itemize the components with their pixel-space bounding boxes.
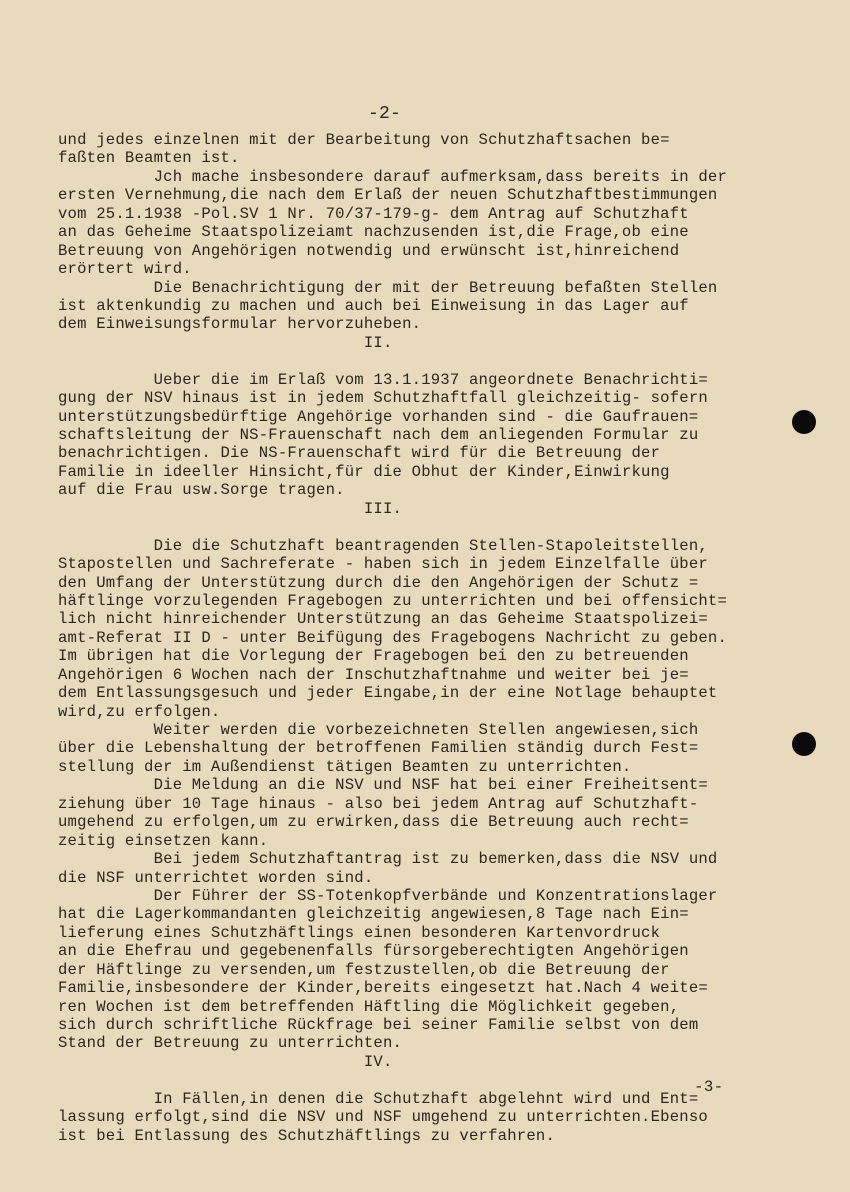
text-line: lassung erfolgt,sind die NSV und NSF umgehend zu unterrichten.Ebenso: [58, 1108, 708, 1127]
text-line: hat die Lagerkommandanten gleichzeitig angewiesen,8 Tage nach Ein=: [58, 905, 689, 924]
text-line: ist aktenkundig zu machen und auch bei Einweisung in das Lager auf: [58, 296, 689, 315]
text-line: vom 25.1.1938 -Pol.SV 1 Nr. 70/37-179-g- dem Antrag auf Schutzhaft: [58, 204, 689, 223]
text-line: der Häftlinge zu versenden,um festzustellen,ob die Betreuung der: [58, 960, 670, 979]
text-line: Stand der Betreuung zu unterrichten.: [58, 1034, 403, 1053]
text-line: ersten Vernehmung,die nach dem Erlaß der neuen Schutzhaftbestimmungen: [58, 186, 718, 205]
text-line: Die Meldung an die NSV und NSF hat bei einer Freiheitsent=: [58, 776, 708, 795]
text-line: zeitig einsetzen kann.: [58, 831, 269, 850]
text-line: den Umfang der Unterstützung durch die den Angehörigen der Schutz =: [58, 573, 699, 592]
text-line: ren Wochen ist dem betreffenden Häftling die Möglichkeit gegeben,: [58, 997, 680, 1016]
text-line: amt-Referat II D - unter Beifügung des Fragebogens Nachricht zu geben.: [58, 628, 728, 647]
text-line: II.: [58, 333, 393, 352]
text-line: [58, 1071, 727, 1089]
text-line: dem Entlassungsgesuch und jeder Eingabe,in der eine Notlage behauptet: [58, 684, 718, 703]
text-line: benachrichtigen. Die NS-Frauenschaft wird für die Betreuung der: [58, 444, 661, 463]
text-line: lich nicht hinreichender Unterstützung an das Geheime Staatspolizei=: [58, 610, 708, 629]
document-body: [58, 131, 727, 1145]
text-line: Jch mache insbesondere darauf aufmerksam,dass bereits in der: [58, 167, 728, 186]
text-line: wird,zu erfolgen.: [58, 702, 221, 721]
text-line: an das Geheime Staatspolizeiamt nachzusenden ist,die Frage,ob eine: [58, 223, 689, 242]
text-line: umgehend zu erfolgen,um zu erwirken,dass die Betreuung auch recht=: [58, 813, 689, 832]
text-line: [58, 352, 727, 370]
text-line: stellung der im Außendienst tätigen Beamten zu unterrichten.: [58, 757, 632, 776]
text-line: ziehung über 10 Tage hinaus - also bei jedem Antrag auf Schutzhaft-: [58, 794, 699, 813]
text-line: In Fällen,in denen die Schutzhaft abgelehnt wird und Ent=: [58, 1089, 699, 1108]
text-line: lieferung eines Schutzhäftlings einen besonderen Kartenvordruck: [58, 923, 661, 942]
text-line: IV.: [58, 1052, 393, 1071]
text-line: erörtert wird.: [58, 260, 192, 279]
text-line: dem Einweisungsformular hervorzuheben.: [58, 315, 422, 334]
text-line: Im übrigen hat die Vorlegung der Fragebogen bei den zu betreuenden: [58, 647, 689, 666]
text-line: Familie in ideeller Hinsicht,für die Obhut der Kinder,Einwirkung: [58, 462, 670, 481]
text-line: auf die Frau usw.Sorge tragen.: [58, 481, 345, 500]
text-line: Betreuung von Angehörigen notwendig und erwünscht ist,hinreichend: [58, 241, 680, 260]
punch-hole: [792, 732, 816, 756]
page-number: -2-: [368, 104, 402, 124]
next-page-marker: -3-: [694, 1078, 724, 1096]
text-line: Weiter werden die vorbezeichneten Stellen angewiesen,sich: [58, 721, 699, 739]
text-line: an die Ehefrau und gegebenenfalls fürsorgeberechtigten Angehörigen: [58, 942, 689, 961]
text-line: Der Führer der SS-Totenkopfverbände und Konzentrationslager: [58, 886, 718, 905]
text-line: Die Benachrichtigung der mit der Betreuung befaßten Stellen: [58, 278, 718, 297]
text-line: Stapostellen und Sachreferate - haben sich in jedem Einzelfalle über: [58, 555, 708, 574]
text-line: Familie,insbesondere der Kinder,bereits eingesetzt hat.Nach 4 weite=: [58, 979, 708, 998]
text-line: faßten Beamten ist.: [58, 149, 240, 168]
text-line: ist bei Entlassung des Schutzhäftlings zu verfahren.: [58, 1126, 556, 1145]
text-line: Ueber die im Erlaß vom 13.1.1937 angeordnete Benachrichti=: [58, 370, 708, 389]
text-line: die NSF unterrichtet worden sind.: [58, 868, 374, 887]
text-line: Angehörigen 6 Wochen nach der Inschutzhaftnahme und weiter bei je=: [58, 665, 689, 684]
punch-hole: [792, 410, 816, 434]
text-line: [58, 518, 727, 536]
text-line: schaftsleitung der NS-Frauenschaft nach dem anliegenden Formular zu: [58, 426, 699, 444]
text-line: Bei jedem Schutzhaftantrag ist zu bemerken,dass die NSV und: [58, 850, 718, 869]
text-line: häftlinge vorzulegenden Fragebogen zu unterrichten und bei offensicht=: [58, 591, 728, 610]
text-line: gung der NSV hinaus ist in jedem Schutzhaftfall gleichzeitig- sofern: [58, 389, 708, 408]
text-line: sich durch schriftliche Rückfrage bei seiner Familie selbst von dem: [58, 1016, 699, 1034]
text-line: III.: [58, 499, 403, 518]
text-line: unterstützungsbedürftige Angehörige vorhanden sind - die Gaufrauen=: [58, 407, 699, 426]
text-line: Die die Schutzhaft beantragenden Stellen-Stapoleitstellen,: [58, 536, 708, 555]
text-line: über die Lebenshaltung der betroffenen Familien ständig durch Fest=: [58, 739, 699, 758]
text-line: und jedes einzelnen mit der Bearbeitung von Schutzhaftsachen be=: [58, 131, 670, 149]
